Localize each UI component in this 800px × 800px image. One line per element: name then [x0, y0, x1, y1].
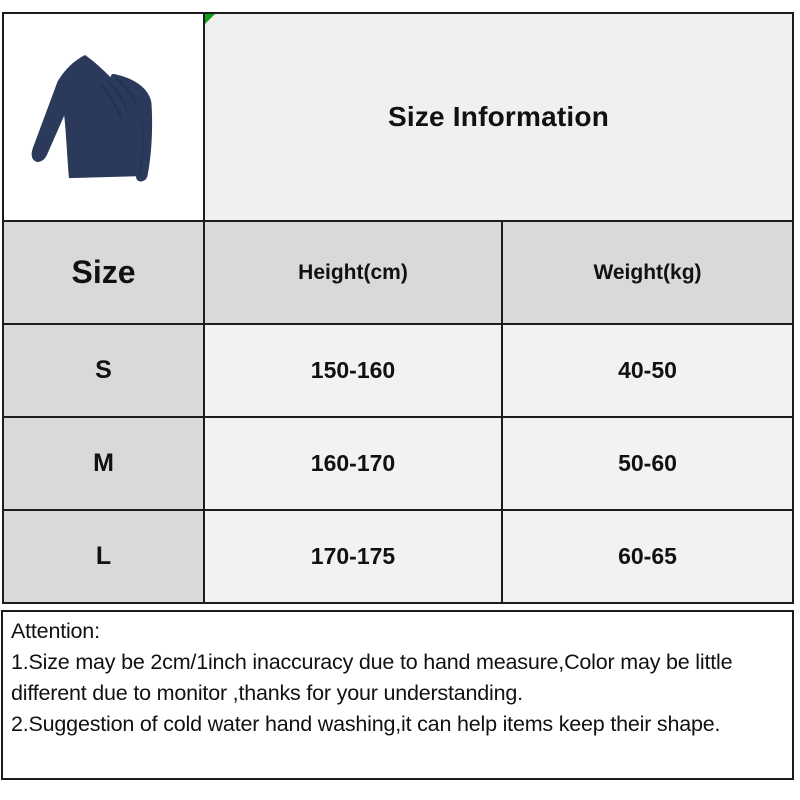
attention-line-2: different due to monitor ,thanks for your understanding. [11, 681, 523, 705]
top-row [3, 13, 793, 221]
column-header-height: Height(cm) [204, 221, 502, 324]
size-table [2, 12, 794, 604]
weight-value: 60-65 [502, 510, 793, 603]
excel-corner-marker-icon [205, 14, 215, 24]
table-row-s [3, 324, 793, 417]
column-header-weight: Weight(kg) [502, 221, 793, 324]
column-header-size: Size [3, 221, 204, 324]
attention-line-3: 2.Suggestion of cold water hand washing,it can help items keep their shape. [11, 712, 721, 736]
size-value: M [3, 417, 204, 510]
attention-note [1, 610, 794, 780]
product-photo-navy-top [9, 36, 199, 216]
weight-value: 40-50 [502, 324, 793, 417]
height-value: 150-160 [204, 324, 502, 417]
table-row-m [3, 417, 793, 510]
size-information-title-cell [204, 13, 793, 221]
size-value: S [3, 324, 204, 417]
product-image-cell [3, 13, 204, 221]
table-header-row [3, 221, 793, 324]
table-row-l [3, 510, 793, 603]
page-title: Size Information [388, 101, 609, 132]
attention-title: Attention: [11, 619, 100, 643]
height-value: 170-175 [204, 510, 502, 603]
size-value: L [3, 510, 204, 603]
attention-line-1: 1.Size may be 2cm/1inch inaccuracy due to hand measure,Color may be little [11, 650, 733, 674]
height-value: 160-170 [204, 417, 502, 510]
weight-value: 50-60 [502, 417, 793, 510]
